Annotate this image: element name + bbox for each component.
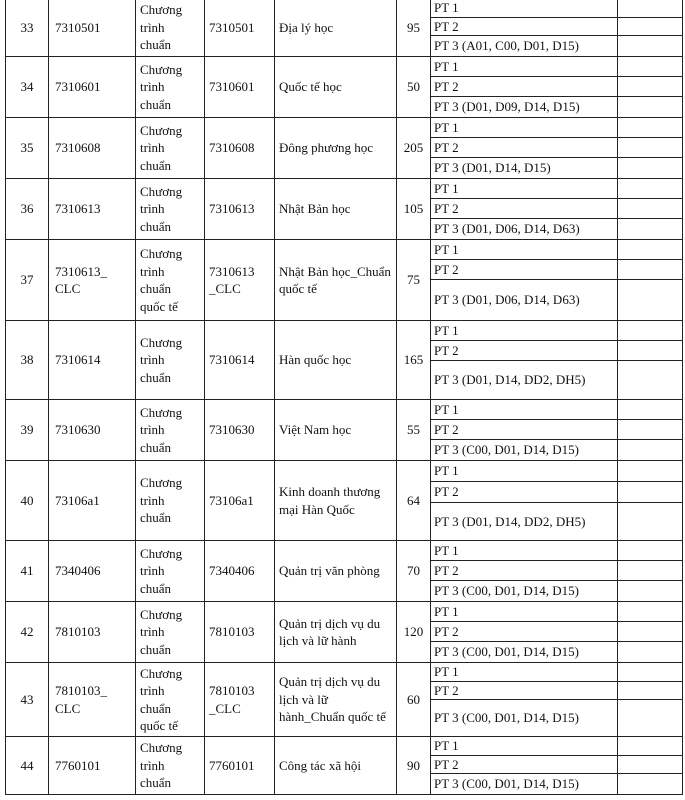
program-cell	[136, 240, 205, 321]
program-cell	[136, 400, 205, 461]
major-name-cell: Địa lý học	[275, 0, 397, 57]
code-cell: 7810103_ CLC	[49, 663, 136, 737]
row-number-cell: 41	[6, 541, 49, 602]
admission-method-cell: PT 3 (D01, D09, D14, D15)	[431, 97, 618, 118]
empty-cell	[618, 642, 683, 663]
program-line: Chương	[140, 61, 183, 77]
admission-method-cell: PT 3 (C00, D01, D14, D15)	[431, 774, 618, 795]
code-cell: 73106a1	[49, 461, 136, 541]
admission-table	[5, 0, 683, 795]
empty-cell	[618, 461, 683, 482]
program-line: trình	[140, 352, 165, 368]
code-cell: 7810103	[49, 602, 136, 663]
program-cell	[136, 737, 205, 795]
admission-method-cell: PT 3 (D01, D14, DD2, DH5)	[431, 361, 618, 400]
major-name-cell: Quản trị văn phòng	[275, 541, 397, 602]
program-cell	[136, 602, 205, 663]
program-cell	[136, 663, 205, 737]
admission-method-cell: PT 2	[431, 138, 618, 158]
program-cell	[136, 461, 205, 541]
row-number-cell: 33	[6, 0, 49, 57]
program-line: Chương	[140, 665, 183, 681]
major-code-cell: 73106a1	[205, 461, 275, 541]
program-cell	[136, 179, 205, 240]
major-code-cell: 7310601	[205, 57, 275, 118]
empty-cell	[618, 602, 683, 622]
code-cell: 7310501	[49, 0, 136, 57]
major-name-cell: Nhật Bản học	[275, 179, 397, 240]
admission-method-cell: PT 3 (C00, D01, D14, D15)	[431, 440, 618, 461]
major-name-cell: Đông phương học	[275, 118, 397, 179]
empty-cell	[618, 77, 683, 97]
row-number-cell: 34	[6, 57, 49, 118]
admission-method-cell: PT 2	[431, 681, 618, 700]
major-code-cell: 7340406	[205, 541, 275, 602]
quota-cell: 64	[397, 461, 431, 541]
code-cell: 7310601	[49, 57, 136, 118]
program-line: Chương	[140, 740, 183, 756]
program-line: trình	[140, 263, 165, 279]
admission-method-cell: PT 2	[431, 341, 618, 361]
code-cell: 7760101	[49, 737, 136, 795]
empty-cell	[618, 774, 683, 795]
empty-cell	[618, 700, 683, 737]
table-row	[6, 602, 683, 622]
empty-cell	[618, 737, 683, 756]
program-line: chuẩn	[140, 641, 172, 657]
code-cell: 7310630	[49, 400, 136, 461]
row-number-cell: 35	[6, 118, 49, 179]
program-line: chuẩn	[140, 157, 172, 173]
empty-cell	[618, 138, 683, 158]
program-line: Chương	[140, 246, 183, 261]
empty-cell	[618, 503, 683, 541]
empty-cell	[618, 663, 683, 682]
code-cell: 7310613	[49, 179, 136, 240]
empty-cell	[618, 0, 683, 17]
row-number-cell: 40	[6, 461, 49, 541]
major-code-cell: 7310501	[205, 0, 275, 57]
program-line: Chương	[140, 606, 183, 622]
quota-cell: 105	[397, 179, 431, 240]
table-row	[6, 663, 683, 682]
program-line: chuẩn	[140, 96, 172, 112]
empty-cell	[618, 420, 683, 440]
quota-cell: 165	[397, 321, 431, 400]
admission-method-cell: PT 1	[431, 321, 618, 341]
empty-cell	[618, 440, 683, 461]
admission-method-cell: PT 1	[431, 179, 618, 199]
program-line: quốc tế	[140, 298, 178, 314]
table-row	[6, 118, 683, 138]
empty-cell	[618, 541, 683, 561]
major-name-cell: Việt Nam học	[275, 400, 397, 461]
admission-method-cell: PT 2	[431, 561, 618, 581]
empty-cell	[618, 199, 683, 219]
program-line: chuẩn	[140, 775, 172, 791]
program-line: chuẩn	[140, 510, 172, 526]
program-line: chuẩn	[140, 700, 172, 716]
row-number-cell: 39	[6, 400, 49, 461]
row-number-cell: 36	[6, 179, 49, 240]
table-row	[6, 179, 683, 199]
admission-method-cell: PT 1	[431, 57, 618, 77]
row-number-cell: 44	[6, 737, 49, 795]
admission-method-cell: PT 3 (D01, D06, D14, D63)	[431, 219, 618, 240]
empty-cell	[618, 561, 683, 581]
row-number-cell: 38	[6, 321, 49, 400]
admission-method-cell: PT 2	[431, 199, 618, 219]
quota-cell: 70	[397, 541, 431, 602]
major-name-cell: Công tác xã hội	[275, 737, 397, 795]
program-line: Chương	[140, 475, 183, 491]
empty-cell	[618, 240, 683, 260]
program-line: trình	[140, 683, 165, 698]
major-name-cell: Nhật Bản học_Chuẩn quốc tế	[275, 240, 397, 321]
program-line: chuẩn	[140, 439, 172, 455]
code-cell: 7310608	[49, 118, 136, 179]
row-number-cell: 43	[6, 663, 49, 737]
empty-cell	[618, 622, 683, 642]
admission-method-cell: PT 3 (A01, C00, D01, D15)	[431, 36, 618, 57]
empty-cell	[618, 158, 683, 179]
table-row	[6, 321, 683, 341]
major-code-cell: 7310608	[205, 118, 275, 179]
row-number-cell: 37	[6, 240, 49, 321]
empty-cell	[618, 219, 683, 240]
code-cell: 7310613_ CLC	[49, 240, 136, 321]
admission-method-cell: PT 2	[431, 755, 618, 774]
program-line: trình	[140, 563, 165, 579]
admission-method-cell: PT 1	[431, 118, 618, 138]
program-line: trình	[140, 140, 165, 156]
admission-method-cell: PT 2	[431, 77, 618, 97]
table-row	[6, 541, 683, 561]
program-line: chuẩn	[140, 37, 172, 53]
program-line: chuẩn	[140, 218, 172, 234]
major-code-cell: 7310630	[205, 400, 275, 461]
major-code-cell: 7810103	[205, 602, 275, 663]
program-line: Chương	[140, 334, 183, 350]
program-line: trình	[140, 492, 165, 508]
program-cell	[136, 57, 205, 118]
program-line: trình	[140, 422, 165, 438]
major-code-cell: 7310613 _CLC	[205, 240, 275, 321]
program-line: chuẩn	[140, 369, 172, 385]
major-name-cell: Quốc tế học	[275, 57, 397, 118]
quota-cell: 75	[397, 240, 431, 321]
empty-cell	[618, 400, 683, 420]
code-cell: 7340406	[49, 541, 136, 602]
quota-cell: 60	[397, 663, 431, 737]
empty-cell	[618, 97, 683, 118]
major-code-cell: 7760101	[205, 737, 275, 795]
admission-method-cell: PT 1	[431, 461, 618, 482]
program-line: trình	[140, 201, 165, 217]
admission-method-cell: PT 1	[431, 737, 618, 756]
admission-method-cell: PT 3 (C00, D01, D14, D15)	[431, 581, 618, 602]
admission-method-cell: PT 1	[431, 240, 618, 260]
major-name-cell: Hàn quốc học	[275, 321, 397, 400]
admission-method-cell: PT 3 (D01, D14, D15)	[431, 158, 618, 179]
admission-method-cell: PT 2	[431, 260, 618, 280]
empty-cell	[618, 280, 683, 321]
admission-method-cell: PT 1	[431, 663, 618, 682]
empty-cell	[618, 755, 683, 774]
quota-cell: 55	[397, 400, 431, 461]
quota-cell: 120	[397, 602, 431, 663]
table-row	[6, 400, 683, 420]
empty-cell	[618, 36, 683, 57]
empty-cell	[618, 581, 683, 602]
admission-method-cell: PT 2	[431, 17, 618, 36]
empty-cell	[618, 361, 683, 400]
empty-cell	[618, 681, 683, 700]
table-row	[6, 240, 683, 260]
program-line: Chương	[140, 183, 183, 199]
admission-method-cell: PT 1	[431, 0, 618, 17]
empty-cell	[618, 179, 683, 199]
empty-cell	[618, 321, 683, 341]
table-row	[6, 0, 683, 17]
program-line: chuẩn	[140, 580, 172, 596]
program-line: trình	[140, 19, 165, 35]
table-row	[6, 737, 683, 756]
program-line: trình	[140, 757, 165, 773]
program-line: Chương	[140, 122, 183, 138]
admission-method-cell: PT 2	[431, 482, 618, 503]
program-line: Chương	[140, 404, 183, 420]
admission-method-cell: PT 1	[431, 400, 618, 420]
program-line: trình	[140, 79, 165, 95]
quota-cell: 50	[397, 57, 431, 118]
program-line: chuẩn	[140, 281, 172, 296]
admission-method-cell: PT 2	[431, 622, 618, 642]
quota-cell: 205	[397, 118, 431, 179]
admission-method-cell: PT 2	[431, 420, 618, 440]
table-row	[6, 57, 683, 77]
admission-method-cell: PT 3 (D01, D06, D14, D63)	[431, 280, 618, 321]
major-name-cell: Kinh doanh thương mại Hàn Quốc	[275, 461, 397, 541]
program-line: quốc tế	[140, 718, 178, 733]
major-code-cell: 7810103 _CLC	[205, 663, 275, 737]
program-line: Chương	[140, 545, 183, 561]
code-cell: 7310614	[49, 321, 136, 400]
empty-cell	[618, 118, 683, 138]
program-cell	[136, 541, 205, 602]
program-cell	[136, 0, 205, 57]
program-cell	[136, 118, 205, 179]
program-line: trình	[140, 624, 165, 640]
row-number-cell: 42	[6, 602, 49, 663]
empty-cell	[618, 57, 683, 77]
admission-method-cell: PT 3 (D01, D14, DD2, DH5)	[431, 503, 618, 541]
empty-cell	[618, 260, 683, 280]
admission-method-cell: PT 1	[431, 602, 618, 622]
admission-method-cell: PT 3 (C00, D01, D14, D15)	[431, 700, 618, 737]
major-name-cell: Quản trị dịch vụ du lịch và lữ hành	[275, 602, 397, 663]
major-name-cell: Quản trị dịch vụ du lịch và lữ hành_Chuẩn quốc tế	[275, 663, 397, 737]
major-code-cell: 7310614	[205, 321, 275, 400]
empty-cell	[618, 341, 683, 361]
table-body	[6, 0, 683, 795]
empty-cell	[618, 482, 683, 503]
quota-cell: 90	[397, 737, 431, 795]
admission-method-cell: PT 1	[431, 541, 618, 561]
major-code-cell: 7310613	[205, 179, 275, 240]
admission-method-cell: PT 3 (C00, D01, D14, D15)	[431, 642, 618, 663]
empty-cell	[618, 17, 683, 36]
program-cell	[136, 321, 205, 400]
table-row	[6, 461, 683, 482]
quota-cell: 95	[397, 0, 431, 57]
program-line: Chương	[140, 2, 183, 18]
